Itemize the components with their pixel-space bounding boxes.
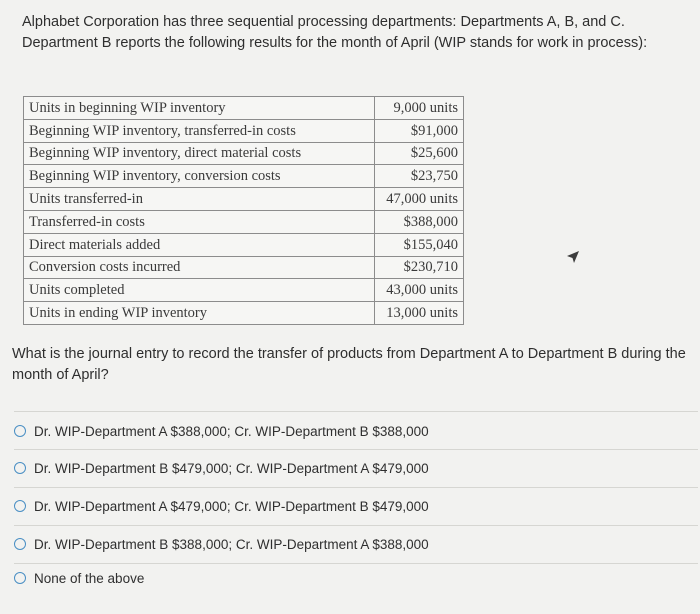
row-label: Units completed	[24, 279, 375, 302]
intro-text: Alphabet Corporation has three sequential processing departments: Departments A, B, and C. Department B reports the following results for the month of April (WIP stands for work in process):	[22, 14, 648, 51]
mouse-pointer-icon	[566, 250, 580, 269]
table-row	[24, 233, 464, 256]
table-row	[24, 302, 464, 325]
divider	[14, 525, 698, 526]
answer-option-2[interactable]	[14, 453, 694, 483]
row-label: Transferred-in costs	[24, 210, 375, 233]
table-row	[24, 279, 464, 302]
answer-option-1[interactable]	[14, 416, 694, 446]
row-value: 13,000 units	[375, 302, 464, 325]
row-value: $388,000	[375, 210, 464, 233]
results-table	[23, 96, 464, 325]
radio-button-icon[interactable]	[14, 500, 26, 512]
row-label: Direct materials added	[24, 233, 375, 256]
table-row	[24, 256, 464, 279]
row-value: 9,000 units	[375, 97, 464, 120]
radio-button-icon[interactable]	[14, 462, 26, 474]
option-label: Dr. WIP-Department B $479,000; Cr. WIP-Department A $479,000	[34, 460, 429, 476]
row-value: 47,000 units	[375, 188, 464, 211]
divider	[14, 487, 698, 488]
row-value: $230,710	[375, 256, 464, 279]
table-row	[24, 119, 464, 142]
answer-option-5[interactable]	[14, 563, 694, 593]
option-label: None of the above	[34, 570, 145, 586]
row-value: $155,040	[375, 233, 464, 256]
table-row	[24, 97, 464, 120]
row-label: Beginning WIP inventory, conversion costs	[24, 165, 375, 188]
table-row	[24, 165, 464, 188]
row-value: $23,750	[375, 165, 464, 188]
answer-option-4[interactable]	[14, 529, 694, 559]
divider	[14, 411, 698, 412]
row-label: Units in beginning WIP inventory	[24, 97, 375, 120]
table-row	[24, 188, 464, 211]
row-value: 43,000 units	[375, 279, 464, 302]
row-label: Conversion costs incurred	[24, 256, 375, 279]
row-label: Units transferred-in	[24, 188, 375, 211]
radio-button-icon[interactable]	[14, 425, 26, 437]
table-row	[24, 142, 464, 165]
divider	[14, 449, 698, 450]
row-label: Beginning WIP inventory, direct material costs	[24, 142, 375, 165]
row-label: Beginning WIP inventory, transferred-in costs	[24, 119, 375, 142]
table-row	[24, 210, 464, 233]
radio-button-icon[interactable]	[14, 538, 26, 550]
option-label: Dr. WIP-Department A $479,000; Cr. WIP-Department B $479,000	[34, 498, 429, 514]
answer-option-3[interactable]	[14, 491, 694, 521]
question-text: What is the journal entry to record the transfer of products from Department A to Department B during the month of April?	[12, 346, 686, 383]
radio-button-icon[interactable]	[14, 572, 26, 584]
option-label: Dr. WIP-Department B $388,000; Cr. WIP-Department A $388,000	[34, 536, 429, 552]
row-label: Units in ending WIP inventory	[24, 302, 375, 325]
row-value: $91,000	[375, 119, 464, 142]
row-value: $25,600	[375, 142, 464, 165]
option-label: Dr. WIP-Department A $388,000; Cr. WIP-Department B $388,000	[34, 423, 429, 439]
